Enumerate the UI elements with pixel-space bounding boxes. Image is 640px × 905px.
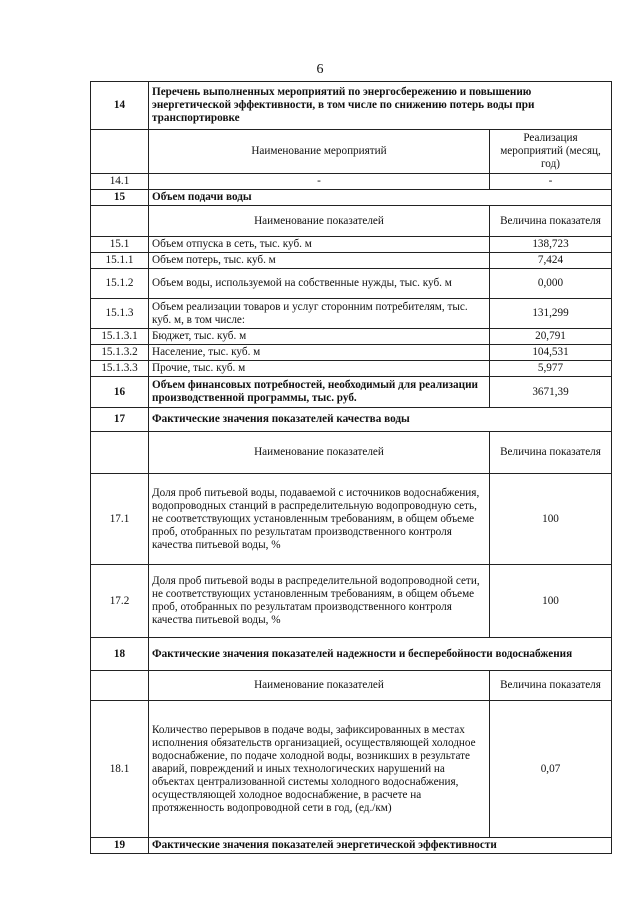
item-name: Объем воды, используемой на собственные нужды, тыс. куб. м <box>149 269 490 299</box>
item-number: 15.1.3 <box>91 299 149 329</box>
item-name: Прочие, тыс. куб. м <box>149 361 490 377</box>
table-row <box>91 701 612 838</box>
empty-cell <box>91 671 149 701</box>
table-row <box>91 474 612 565</box>
item-name: Население, тыс. куб. м <box>149 345 490 361</box>
item-number: 15.1.3.2 <box>91 345 149 361</box>
column-header-name: Наименование мероприятий <box>149 130 490 174</box>
item-number: 14.1 <box>91 174 149 190</box>
item-value: 100 <box>490 474 612 565</box>
table-row <box>91 206 612 237</box>
report-table-body <box>91 82 612 854</box>
column-header-value: Величина показателя <box>490 671 612 701</box>
table-row <box>91 345 612 361</box>
section-number: 16 <box>91 377 149 408</box>
table-row <box>91 838 612 854</box>
table-row <box>91 329 612 345</box>
item-value: 7,424 <box>490 253 612 269</box>
item-value: 0,000 <box>490 269 612 299</box>
item-value: - <box>490 174 612 190</box>
item-name: Количество перерывов в подаче воды, зафиксированных в местах исполнения обязательств организацией, осуществляющей холодное водоснабжение, по подаче холодной воды, возникших в результате аварий, повреждений и иных технологических нарушений на объектах централизованной системы холодного водоснабжения, осуществляющей холодное водоснабжение, в расчете на протяженность водопроводной сети в год, (ед./км) <box>149 701 490 838</box>
section-title: Перечень выполненных мероприятий по энергосбережению и повышению энергетической эффективности, в том числе по снижению потерь воды при транспортировке <box>149 82 612 130</box>
empty-cell <box>91 432 149 474</box>
table-row <box>91 190 612 206</box>
item-name: Объем потерь, тыс. куб. м <box>149 253 490 269</box>
item-number: 15.1.3.3 <box>91 361 149 377</box>
column-header-value: Реализация мероприятий (месяц, год) <box>490 130 612 174</box>
empty-cell <box>91 130 149 174</box>
table-row <box>91 408 612 432</box>
column-header-value: Величина показателя <box>490 432 612 474</box>
item-name: Бюджет, тыс. куб. м <box>149 329 490 345</box>
table-row <box>91 253 612 269</box>
section-title: Объем финансовых потребностей, необходимый для реализации производственной программы, тыс. руб. <box>149 377 490 408</box>
item-value: 0,07 <box>490 701 612 838</box>
item-number: 15.1 <box>91 237 149 253</box>
column-header-name: Наименование показателей <box>149 206 490 237</box>
section-number: 19 <box>91 838 149 854</box>
item-value: 138,723 <box>490 237 612 253</box>
item-name: Доля проб питьевой воды в распределительной водопроводной сети, не соответствующих установленным требованиям, в общем объеме проб, отобранных по результатам производственного контроля качества питьевой воды, % <box>149 565 490 638</box>
column-header-name: Наименование показателей <box>149 671 490 701</box>
table-row <box>91 82 612 130</box>
item-name: Объем отпуска в сеть, тыс. куб. м <box>149 237 490 253</box>
item-value: 20,791 <box>490 329 612 345</box>
section-number: 17 <box>91 408 149 432</box>
item-number: 15.1.1 <box>91 253 149 269</box>
item-number: 17.2 <box>91 565 149 638</box>
report-table <box>90 81 612 854</box>
section-title: Объем подачи воды <box>149 190 612 206</box>
table-row <box>91 299 612 329</box>
item-number: 17.1 <box>91 474 149 565</box>
table-row <box>91 671 612 701</box>
table-row <box>91 361 612 377</box>
item-value: 5,977 <box>490 361 612 377</box>
table-row <box>91 638 612 671</box>
section-number: 14 <box>91 82 149 130</box>
section-title: Фактические значения показателей качества воды <box>149 408 612 432</box>
item-number: 15.1.2 <box>91 269 149 299</box>
column-header-value: Величина показателя <box>490 206 612 237</box>
item-value: 104,531 <box>490 345 612 361</box>
section-title: Фактические значения показателей надежности и бесперебойности водоснабжения <box>149 638 612 671</box>
table-row <box>91 237 612 253</box>
column-header-name: Наименование показателей <box>149 432 490 474</box>
item-name: Объем реализации товаров и услуг сторонним потребителям, тыс. куб. м, в том числе: <box>149 299 490 329</box>
table-row <box>91 174 612 190</box>
table-row <box>91 377 612 408</box>
item-name: - <box>149 174 490 190</box>
item-name: Доля проб питьевой воды, подаваемой с источников водоснабжения, водопроводных станций в распределительную водопроводную сеть, не соответствующих установленным требованиям, в общем объеме проб, отобранных по результатам производственного контроля качества питьевой воды, % <box>149 474 490 565</box>
empty-cell <box>91 206 149 237</box>
section-number: 18 <box>91 638 149 671</box>
section-number: 15 <box>91 190 149 206</box>
page-number: 6 <box>316 62 324 77</box>
item-number: 18.1 <box>91 701 149 838</box>
item-number: 15.1.3.1 <box>91 329 149 345</box>
item-value: 100 <box>490 565 612 638</box>
table-row <box>91 565 612 638</box>
table-row <box>91 269 612 299</box>
table-row <box>91 432 612 474</box>
item-value: 131,299 <box>490 299 612 329</box>
section-title: Фактические значения показателей энергетической эффективности <box>149 838 612 854</box>
table-row <box>91 130 612 174</box>
section-value: 3671,39 <box>490 377 612 408</box>
